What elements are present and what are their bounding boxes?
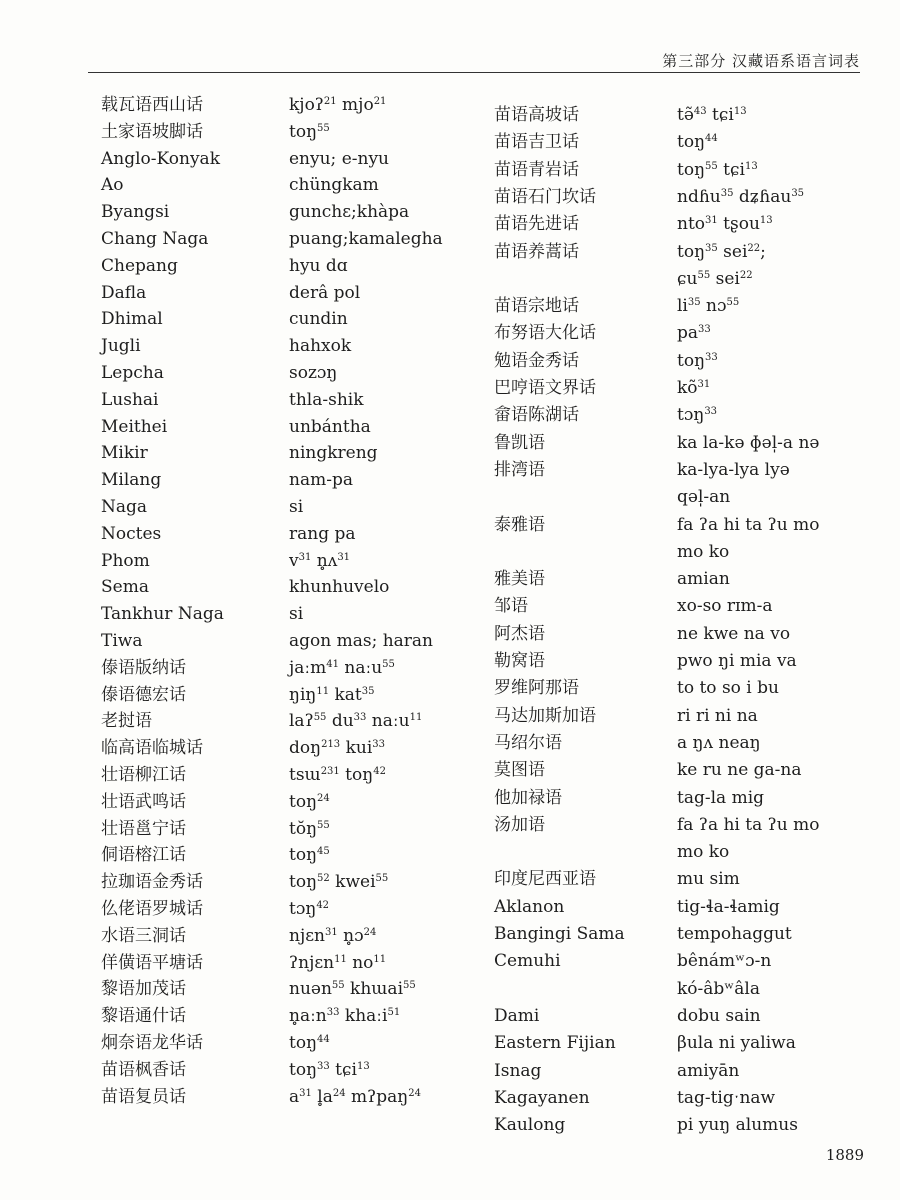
word-form: tsɯ$^{231}$ toŋ$^{42}$ <box>289 765 386 785</box>
language-name: 壮语武鸣话 <box>101 791 186 812</box>
language-name: 拉珈语金秀话 <box>101 872 203 893</box>
language-name: 黎语加茂话 <box>101 979 186 1000</box>
word-form: mu sim <box>677 869 740 890</box>
word-form: n̥aːn$^{33}$ khaːi$^{51}$ <box>289 1006 401 1027</box>
language-name: Sema <box>101 577 149 598</box>
word-form: tag-tigˑnaw <box>677 1087 776 1108</box>
word-form: enyu; e-nyu <box>289 148 389 169</box>
language-name: 畲语陈湖话 <box>494 405 579 426</box>
language-name: Milang <box>101 470 162 491</box>
word-form: mo ko <box>677 842 730 863</box>
language-name: Meithei <box>101 416 168 437</box>
language-name: Naga <box>101 497 148 517</box>
language-name: Phom <box>101 550 150 571</box>
language-name: 老挝语 <box>101 711 152 732</box>
word-form: ŋiŋ$^{11}$ kat$^{35}$ <box>289 684 375 705</box>
word-form: $kõ^{31}$ <box>677 378 711 398</box>
language-name: Cemuhi <box>494 951 561 972</box>
word-form: njɛn$^{31}$ n̥ɔ$^{24}$ <box>289 925 377 946</box>
word-form: tɔŋ$^{33}$ <box>677 405 718 426</box>
language-name: 苗语宗地话 <box>494 296 579 317</box>
word-form: pwo ŋi mia va <box>677 651 797 671</box>
language-name: Ao <box>101 175 124 196</box>
word-form: toŋ$^{33}$ <box>677 350 718 371</box>
word-form: ka-lya-lya lyə <box>677 459 790 480</box>
language-name: 马达加斯加语 <box>494 705 596 726</box>
language-name: Lepcha <box>101 363 164 383</box>
language-name: Tiwa <box>101 631 143 651</box>
language-name: 苗语枫香话 <box>101 1059 186 1080</box>
word-form: ningkreng <box>289 443 378 464</box>
language-name: 炯奈语龙华话 <box>101 1033 203 1053</box>
language-name: 罗维阿那语 <box>494 678 579 699</box>
language-name: 雅美语 <box>494 569 545 590</box>
word-form: xo-so rɪm-a <box>677 596 773 617</box>
language-name: Dafla <box>101 282 147 303</box>
language-name: 临高语临城话 <box>101 738 203 759</box>
word-form: qəl̩-an <box>677 487 731 508</box>
word-form: derâ pol <box>289 282 361 303</box>
language-name: Tankhur Naga <box>101 604 224 625</box>
language-name: Jugli <box>101 336 141 357</box>
word-form: tig-ɬa-ɬamig <box>677 896 780 917</box>
word-form: chüngkam <box>289 175 379 196</box>
language-name: Dhimal <box>101 309 163 330</box>
word-form: $li^{35}$ nɔ$^{55}$ <box>677 296 740 317</box>
word-form: toŋ$^{33}$ tɕi$^{13}$ <box>289 1059 370 1080</box>
language-name: 佯僙语平塘话 <box>101 952 203 973</box>
language-name: 侗语榕江话 <box>101 845 186 866</box>
language-name: Mikir <box>101 443 148 464</box>
word-form: amiyān <box>677 1060 740 1081</box>
language-name: 仫佬语罗城话 <box>101 899 203 919</box>
word-form: puang;kamalegha <box>289 229 443 249</box>
word-form: toŋ$^{52}$ kwei$^{55}$ <box>289 872 389 893</box>
word-form: kjoʔ$^{21}$ mjo$^{21}$ <box>289 95 387 115</box>
word-form: fa ʔa hi ta ʔu mo <box>677 514 820 535</box>
language-name: 苗语高坡话 <box>494 105 579 125</box>
word-form: jaːm$^{41}$ naːu$^{55}$ <box>289 657 395 678</box>
language-name: Chepang <box>101 255 178 276</box>
word-form: pi yuŋ alumus <box>677 1115 798 1136</box>
language-name: 巴哼语文界话 <box>494 378 596 398</box>
word-form: amian <box>677 569 730 590</box>
language-name: 苗语石门坎话 <box>494 186 596 207</box>
word-form: tɔŋ$^{42}$ <box>289 899 330 919</box>
language-name: 载瓦语西山话 <box>101 95 203 115</box>
word-form: bênámʷɔ-n <box>677 951 772 972</box>
word-form: dobu sain <box>677 1005 761 1026</box>
header-title: 第三部分 汉藏语系语言词表 <box>662 52 860 70</box>
language-name: 汤加语 <box>494 814 545 835</box>
language-name: Byangsi <box>101 202 170 223</box>
language-name: 土家语坡脚话 <box>101 121 203 142</box>
language-name: Kaulong <box>494 1115 566 1136</box>
language-name: Lushai <box>101 389 159 410</box>
word-form: ne kwe na vo <box>677 623 791 644</box>
language-name: 苗语青岩话 <box>494 159 579 180</box>
language-name: 排湾语 <box>494 459 545 480</box>
language-name: 水语三洞话 <box>101 925 186 946</box>
language-name: Anglo-Konyak <box>101 148 220 169</box>
word-form: toŋ$^{35}$ sei$^{22}$; <box>677 241 766 262</box>
word-form: ʔnjɛn$^{11}$ $no^{11}$ <box>289 952 387 973</box>
word-form: βula ni yaliwa <box>677 1033 796 1054</box>
language-name: Isnag <box>494 1060 542 1081</box>
word-form: unbántha <box>289 416 371 437</box>
language-name: 苗语复员话 <box>101 1086 186 1107</box>
language-name: 苗语先进话 <box>494 214 579 235</box>
language-name: Kagayanen <box>494 1087 590 1108</box>
word-form: thla-shik <box>289 389 364 410</box>
word-form: nto$^{31}$ tʂou$^{13}$ <box>677 214 773 235</box>
word-form: toŋ$^{44}$ <box>677 132 718 153</box>
language-name: 他加禄语 <box>494 787 562 808</box>
word-form: a ŋʌ neaŋ <box>677 732 761 753</box>
word-form: to to so i bu <box>677 678 779 699</box>
language-name: 布努语大化话 <box>494 323 596 344</box>
language-name: 傣语版纳话 <box>101 657 186 678</box>
word-form: ri ri ni na <box>677 705 758 726</box>
word-form: tempohaggut <box>677 924 792 944</box>
word-form: $pa^{33}$ <box>677 323 711 344</box>
language-name: 勒窝语 <box>494 651 545 671</box>
language-name: 黎语通什话 <box>101 1006 186 1027</box>
language-name: 阿杰语 <box>494 623 545 644</box>
word-form: ka la-kə ɸəl̩-a nə <box>677 432 820 453</box>
language-name: 莫图语 <box>494 760 545 781</box>
language-name: 壮语柳江话 <box>101 765 186 785</box>
language-name: 壮语邕宁话 <box>101 818 186 839</box>
word-form: doŋ$^{213}$ kui$^{33}$ <box>289 738 385 759</box>
word-form: agon mas; haran <box>289 631 434 651</box>
word-form: tə̃$^{43}$ tɕi$^{13}$ <box>677 105 747 125</box>
word-form: si <box>289 497 304 517</box>
language-name: Aklanon <box>494 896 565 917</box>
word-form: nam-pa <box>289 470 353 491</box>
word-form: toŋ$^{55}$ <box>289 121 330 142</box>
word-form: mo ko <box>677 541 730 562</box>
word-form: nuən$^{55}$ khɯai$^{55}$ <box>289 979 416 1000</box>
word-form: toŋ$^{45}$ <box>289 845 330 866</box>
running-header <box>88 40 860 73</box>
word-form: toŋ$^{55}$ tɕi$^{13}$ <box>677 159 758 180</box>
language-name: 邹语 <box>494 596 528 617</box>
word-form: $v^{31}$ n̥ʌ$^{31}$ <box>289 550 351 571</box>
word-form: kó-âbʷâla <box>677 978 760 999</box>
word-form: ɕu$^{55}$ sei$^{22}$ <box>677 268 753 289</box>
language-name: 苗语养蒿话 <box>494 241 579 262</box>
language-name: 苗语吉卫话 <box>494 132 579 153</box>
language-name: 马绍尔语 <box>494 732 562 753</box>
word-form: hahxok <box>289 336 352 357</box>
word-form: si <box>289 604 304 625</box>
language-name: 勉语金秀话 <box>494 350 579 371</box>
language-name: 印度尼西亚语 <box>494 869 596 890</box>
word-form: ndɦu$^{35}$ dʑɦau$^{35}$ <box>677 186 805 207</box>
word-form: hyu dɑ <box>289 255 348 276</box>
word-form: tŏŋ$^{55}$ <box>289 818 330 839</box>
language-name: 泰雅语 <box>494 514 545 535</box>
word-form: toŋ$^{44}$ <box>289 1033 330 1053</box>
word-form: sozɔŋ <box>289 363 338 383</box>
language-name: 傣语德宏话 <box>101 684 186 705</box>
word-form: gunchɛ;khàpa <box>289 202 410 223</box>
language-name: Chang Naga <box>101 229 209 249</box>
word-form: cundin <box>289 309 348 330</box>
language-name: 鲁凯语 <box>494 432 545 453</box>
word-form: ke ru ne ga-na <box>677 760 802 781</box>
page-number: 1889 <box>825 1146 864 1164</box>
word-form: fa ʔa hi ta ʔu mo <box>677 814 820 835</box>
word-form: khunhuvelo <box>289 577 390 598</box>
word-form: rang pa <box>289 523 356 544</box>
word-form: tag-la mig <box>677 787 765 808</box>
word-form: $a^{31}$ $l̥a^{24}$ mʔpaŋ$^{24}$ <box>289 1086 421 1107</box>
language-name: Noctes <box>101 523 162 544</box>
word-form: toŋ$^{24}$ <box>289 791 330 812</box>
word-form: laʔ$^{55}$ $du^{33}$ naːu$^{11}$ <box>289 711 423 732</box>
language-name: Bangingi Sama <box>494 924 625 944</box>
language-name: Dami <box>494 1005 540 1026</box>
language-name: Eastern Fijian <box>494 1033 616 1054</box>
